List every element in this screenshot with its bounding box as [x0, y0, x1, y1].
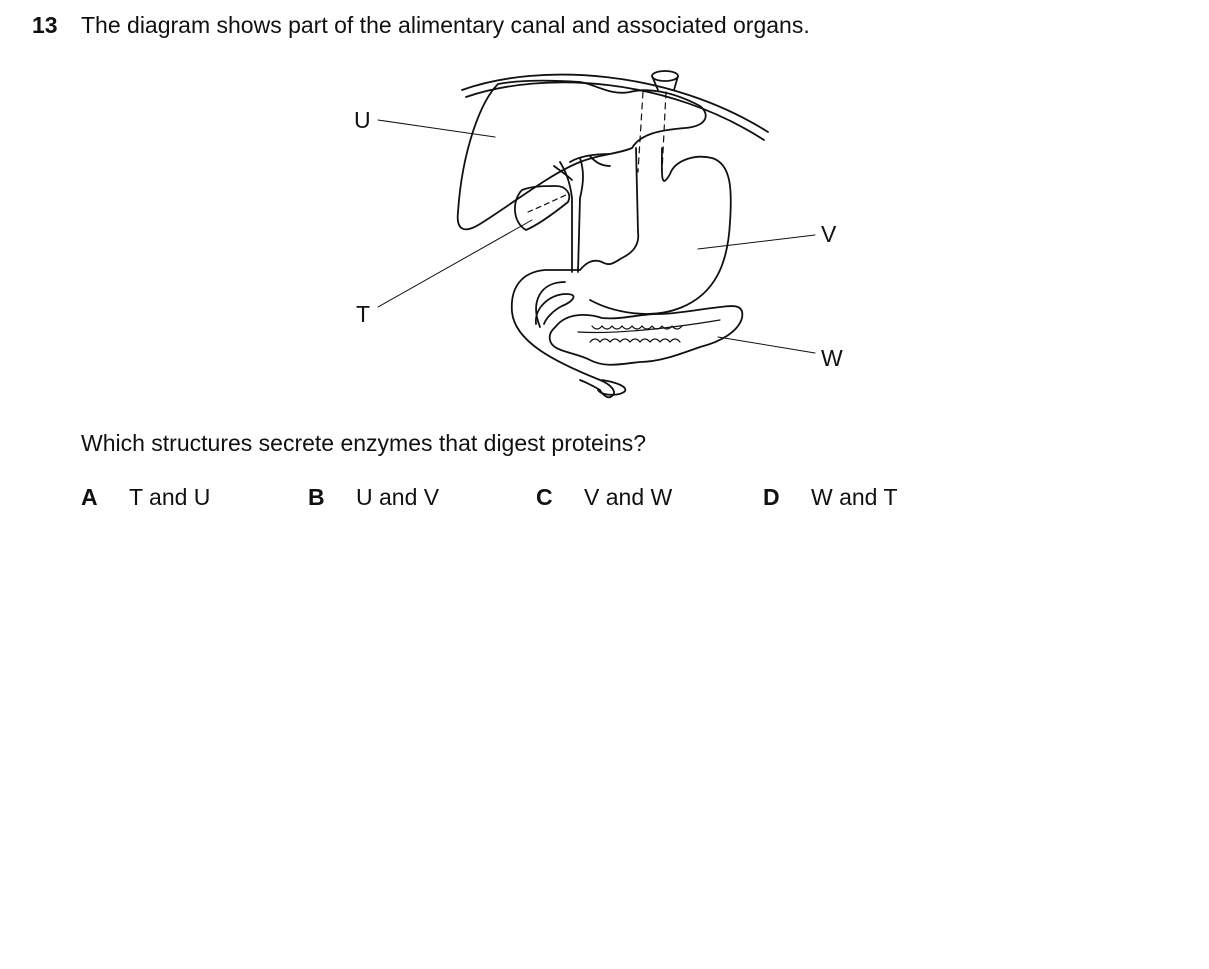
label-w: W: [821, 345, 843, 371]
label-u: U: [354, 107, 371, 133]
bile-duct-dashed: [528, 194, 568, 212]
alimentary-canal-diagram: [340, 62, 860, 407]
diaphragm-inner: [466, 82, 764, 140]
option-b[interactable]: [308, 484, 439, 511]
option-text: T and U: [129, 484, 211, 510]
leader-u: [378, 120, 495, 137]
stomach: [512, 148, 638, 397]
label-t: T: [356, 301, 371, 327]
label-v: V: [821, 221, 837, 247]
option-c[interactable]: [536, 484, 672, 511]
liver: [458, 81, 706, 230]
option-letter: D: [763, 484, 780, 510]
answer-options: [81, 484, 981, 514]
option-letter: A: [81, 484, 98, 510]
option-letter: B: [308, 484, 325, 510]
pancreas: [550, 306, 743, 365]
oesophagus-top: [652, 71, 678, 81]
question-prompt: Which structures secrete enzymes that digest proteins?: [81, 430, 647, 456]
oesophagus-dashed: [638, 92, 643, 172]
option-text: W and T: [811, 484, 898, 510]
question-text: The diagram shows part of the alimentary canal and associated organs.: [81, 12, 810, 38]
option-d[interactable]: [763, 484, 898, 511]
pancreas-lobes: [590, 339, 680, 342]
hepatic-duct-2: [578, 158, 583, 272]
option-text: U and V: [356, 484, 440, 510]
leader-v: [698, 235, 815, 249]
option-a[interactable]: [81, 484, 210, 511]
leader-t: [378, 220, 532, 307]
pancreatic-duct: [578, 320, 720, 333]
duodenum: [536, 282, 565, 327]
oesophagus-wall: [652, 76, 658, 90]
question-number: 13: [32, 12, 58, 38]
leader-w: [718, 337, 815, 353]
duodenum-inner: [536, 294, 574, 324]
option-text: V and W: [584, 484, 673, 510]
gallbladder: [515, 186, 569, 230]
stomach-outer: [590, 148, 731, 314]
option-letter: C: [536, 484, 553, 510]
